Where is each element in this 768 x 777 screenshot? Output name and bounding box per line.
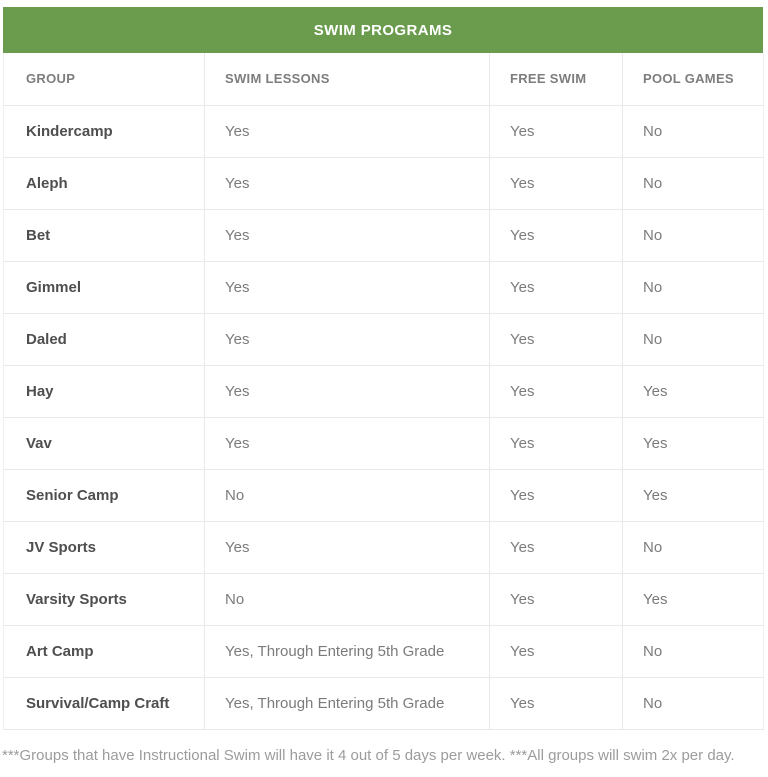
table-row [4, 677, 764, 729]
cell-group: Survival/Camp Craft [4, 677, 205, 729]
cell-free-swim: Yes [490, 573, 623, 625]
cell-swim-lessons: Yes [205, 417, 490, 469]
table-row [4, 209, 764, 261]
cell-pool-games: No [623, 209, 764, 261]
table-row [4, 157, 764, 209]
cell-swim-lessons: Yes [205, 105, 490, 157]
cell-swim-lessons: Yes, Through Entering 5th Grade [205, 677, 490, 729]
column-header-swim-lessons: SWIM LESSONS [205, 53, 490, 105]
cell-group: Art Camp [4, 625, 205, 677]
cell-free-swim: Yes [490, 261, 623, 313]
table-row [4, 313, 764, 365]
cell-swim-lessons: No [205, 469, 490, 521]
cell-pool-games: No [623, 313, 764, 365]
table-row [4, 521, 764, 573]
cell-swim-lessons: No [205, 573, 490, 625]
cell-pool-games: No [623, 677, 764, 729]
column-header-group: GROUP [4, 53, 205, 105]
cell-swim-lessons: Yes, Through Entering 5th Grade [205, 625, 490, 677]
cell-pool-games: Yes [623, 573, 764, 625]
table-row [4, 469, 764, 521]
cell-group: Daled [4, 313, 205, 365]
cell-free-swim: Yes [490, 157, 623, 209]
cell-group: Varsity Sports [4, 573, 205, 625]
cell-group: Bet [4, 209, 205, 261]
table-header-row [4, 53, 764, 105]
cell-free-swim: Yes [490, 625, 623, 677]
cell-group: Gimmel [4, 261, 205, 313]
cell-swim-lessons: Yes [205, 209, 490, 261]
cell-free-swim: Yes [490, 209, 623, 261]
cell-swim-lessons: Yes [205, 365, 490, 417]
cell-pool-games: Yes [623, 469, 764, 521]
table-row [4, 261, 764, 313]
cell-pool-games: No [623, 105, 764, 157]
cell-free-swim: Yes [490, 469, 623, 521]
column-header-pool-games: POOL GAMES [623, 53, 764, 105]
cell-free-swim: Yes [490, 521, 623, 573]
table-row [4, 625, 764, 677]
cell-swim-lessons: Yes [205, 313, 490, 365]
cell-free-swim: Yes [490, 417, 623, 469]
table-row [4, 105, 764, 157]
table-row [4, 417, 764, 469]
swim-programs-table-section [3, 7, 763, 730]
footnote: ***Groups that have Instructional Swim will have it 4 out of 5 days per week. ***All groups will swim 2x per day. [2, 746, 735, 764]
cell-pool-games: Yes [623, 417, 764, 469]
cell-swim-lessons: Yes [205, 157, 490, 209]
cell-group: JV Sports [4, 521, 205, 573]
cell-pool-games: No [623, 625, 764, 677]
cell-swim-lessons: Yes [205, 261, 490, 313]
cell-pool-games: Yes [623, 365, 764, 417]
column-header-free-swim: FREE SWIM [490, 53, 623, 105]
table-body [4, 105, 764, 729]
cell-group: Vav [4, 417, 205, 469]
cell-free-swim: Yes [490, 677, 623, 729]
table-title: SWIM PROGRAMS [313, 21, 453, 39]
cell-group: Senior Camp [4, 469, 205, 521]
cell-pool-games: No [623, 521, 764, 573]
cell-group: Aleph [4, 157, 205, 209]
cell-free-swim: Yes [490, 313, 623, 365]
cell-pool-games: No [623, 261, 764, 313]
cell-free-swim: Yes [490, 105, 623, 157]
table-row [4, 573, 764, 625]
cell-group: Kindercamp [4, 105, 205, 157]
swim-programs-table [3, 53, 764, 730]
cell-free-swim: Yes [490, 365, 623, 417]
cell-pool-games: No [623, 157, 764, 209]
cell-group: Hay [4, 365, 205, 417]
cell-swim-lessons: Yes [205, 521, 490, 573]
table-title-bar [3, 7, 763, 53]
table-row [4, 365, 764, 417]
